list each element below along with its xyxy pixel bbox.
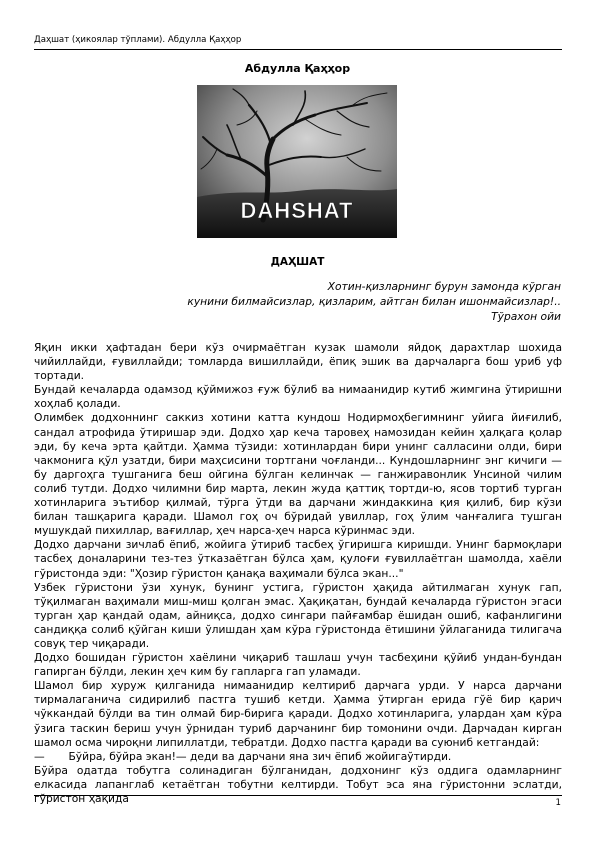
body-paragraph: Бундай кечаларда одамзод қўймижоз ғуж бўлиб ва нимаанидир кутиб жимгина ўтиришни хоҳлаб қолади. bbox=[34, 383, 562, 411]
cover-image bbox=[197, 85, 397, 238]
epigraph bbox=[187, 279, 561, 325]
author-name: Абдулла Қаҳҳор bbox=[244, 62, 351, 75]
story-body bbox=[34, 341, 562, 806]
body-paragraph: Шамол бир хуруж қилганида нимаанидир келтириб дарчага урди. У нарса дарчани тирмалаганича сидирилиб пастга тушиб кетди. Ҳамма ўтирган ерида гўё бир қарич чўккандай бўлди ва тин олмай бир-бирига қаради. Додхо хотинларига, улардан ҳам кўра ўзига таскин бериш учун ўрнидан туриб дарчанинг бир томонини очди. Дарчадан кирган шамол осма чироқни липиллатди, тебратди. Додхо пастга қаради ва суюниб кетгандай: bbox=[34, 679, 562, 749]
body-paragraph: Додхо дарчани зичлаб ёпиб, жойига ўтириб тасбеҳ ўгиришга киришди. Унинг бармоқлари тасбеҳ доналарини тез-тез ўтказаётган бўлса ҳам, қулоғи ғувиллаётган шамолда, хаёли гўристонда эди: "Ҳозир гўристон қанақа ваҳимали бўлса экан..." bbox=[34, 538, 562, 580]
header-divider bbox=[34, 49, 562, 50]
running-header: Даҳшат (ҳикоялар тўплами). Абдулла Қаҳҳор bbox=[34, 35, 242, 45]
dialogue-line: — Бўйра, бўйра экан!— деди ва дарчани яна зич ёпиб жойигаўтирди. bbox=[34, 749, 452, 763]
body-paragraph: Додхо бошидан гўристон хаёлини чиқариб ташлаш учун тасбеҳини қўйиб ундан-бундан гапирган бўлди, лекин ҳеч ким бу гапларга гап уламади. bbox=[34, 651, 562, 679]
body-paragraph: Бўйра одатда тобутга солинадиган бўлганидан, додхонинг кўз оддига одамларнинг елкасида лапанглаб кетаётган тобутни келтирди. Тобут эса яна гўристонни эслатди, гўристон ҳақида bbox=[34, 763, 562, 805]
page-number: 1 bbox=[555, 798, 561, 808]
epigraph-attribution: Тўрахон ойи bbox=[491, 310, 561, 324]
cover-caption: DAHSHAT bbox=[240, 198, 354, 223]
body-paragraph: Яқин икки ҳафтадан бери кўз очирмаётган кузак шамоли яйдоқ дарахтлар шохида чийиллайди, ғувиллайди; томларда вишиллайди, ёпиқ эшик ва дарчаларга бош уриб уф тортади. bbox=[34, 341, 562, 383]
story-title: ДАҲШАТ bbox=[270, 256, 325, 268]
body-paragraph: Узбек гўристони ўзи хунук, бунинг устига, гўристон ҳақида айтилмаган хунук гап, тўқилмаган ваҳимали миш-миш қолган эмас. Ҳақиқатан, бундай кечаларда гўристон эгаси турган ҳар қандай одам, айниқса, додхо сингари пайғамбар ёшидан ошиб, кафанлигини сандиққа солиб қўйган киши ўлишдан ҳам кўра гўристонда ётишини ўйлаганида тилигача совуқ тер чиқаради. bbox=[34, 580, 562, 650]
epigraph-line: Хотин-қизларнинг бурун замонда кўрган bbox=[327, 280, 561, 293]
epigraph-line: кунини билмайсизлар, қизларим, айтган билан ишонмайсизлар!.. bbox=[187, 295, 561, 309]
body-paragraph: Олимбек додхоннинг саккиз хотини катта кундош Нодирмоҳбегимнинг уйига йиғилиб, сандал атрофида ўтиришар эди. Додхо ҳар кеча таровеҳ намозидан кейин ҳалқага қолар эди, бу кеча эрта қайтди. Ҳамма тўзиди: хотинлардан бири унинг салласини олди, бири чакмонига қўл узатди, бири маҳсисини тортгани чоғланди... Кундошларнинг энг кичиги — бу даргоҳга тушганига беш ойгина бўлган келинчак — ганжиравонлик Унсиной чилим солиб тутди. Додхо чилимни бир марта, лекин жуда қаттиқ тортди-ю, ясов тортиб турган хотинларига эътибор қилмай, тўрга ўтди ва дарчани жиндаккина қия қилиб, бир кўзи билан ташқарига қаради. Шамол гоҳ оч бўридай увиллар, гоҳ ўлим чанғалига тушган мушукдай пихиллар, вағиллар, ҳеч нарса-ҳеч нарса кўринмас эди. bbox=[34, 411, 562, 538]
footer-divider bbox=[34, 795, 562, 796]
